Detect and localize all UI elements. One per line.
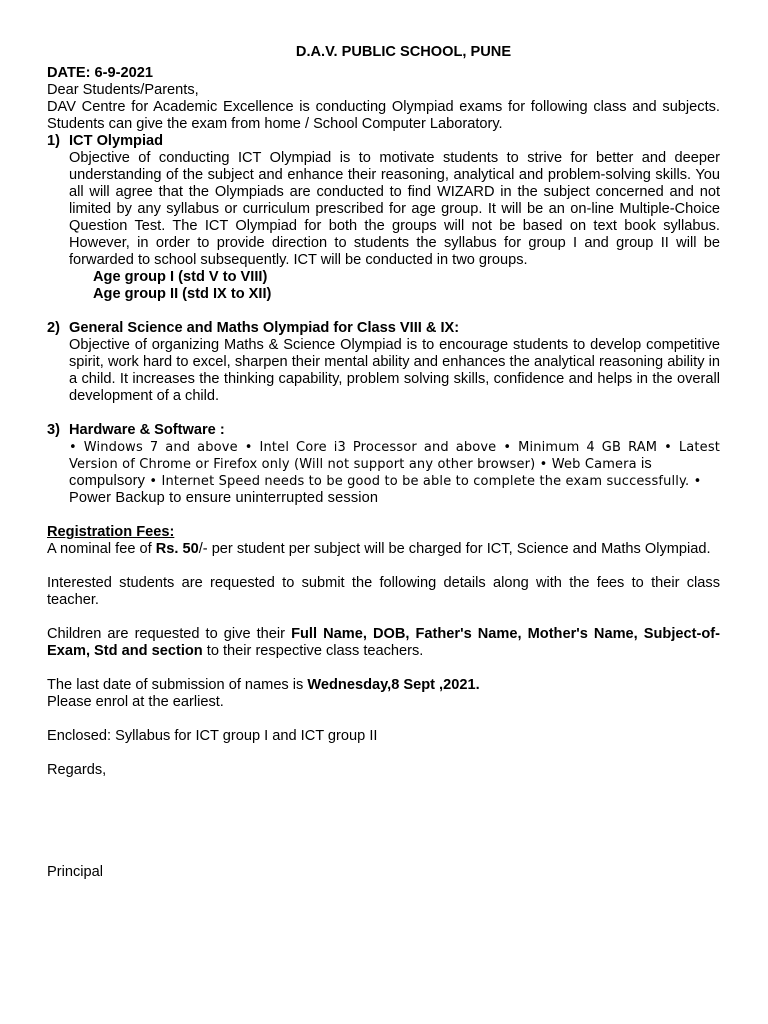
fee-text-post: /- per student per subject will be charged for ICT, Science and Maths Olympiad.: [198, 541, 711, 557]
section-1-body: Objective of conducting ICT Olympiad is to motivate students to strive for better and deeper understanding of the subject and enhance their reasoning, analytical and problem-solving skills. You all will agree that the Olympiads are conducted to find WIZARD in the subject concerned and not limited by any syllabus or curriculum prescribed for age group. It will be an on-line Multiple-Choice Question Test. The ICT Olympiad for both the groups will not be based on text book syllabus. However, in order to provide direction to students the syllabus for group I and group II will be forwarded to school subsequently. ICT will be conducted in two groups.: [69, 150, 720, 268]
letter-date: DATE: 6-9-2021: [47, 65, 153, 81]
requirements-list-a: • Windows 7 and above • Intel Core i3 Processor and above • Minimum 4 GB RAM • Latest Version of Chrome or Firefox only (Will not support any other browser) • Web Camera: [69, 440, 720, 472]
section-2-heading: [47, 320, 720, 337]
requirements-list-b: • Internet Speed needs to be good to be able to complete the exam successfully. •: [145, 474, 702, 489]
signature: Principal: [47, 864, 103, 880]
requirements-list-c: Power Backup to ensure uninterrupted session: [69, 490, 379, 506]
details-fields: Full Name, DOB, Father's Name, Mother's Name, Subject-of-Exam, Std and section: [47, 626, 720, 659]
enrol-note: Please enrol at the earliest.: [47, 694, 224, 710]
section-title: General Science and Maths Olympiad for Class VIII & IX:: [69, 320, 460, 336]
section-number: 2): [47, 320, 60, 336]
deadline-text: The last date of submission of names is: [47, 677, 308, 693]
registration-fee: [47, 541, 720, 558]
enclosed-note: Enclosed: Syllabus for ICT group I and ICT group II: [47, 728, 378, 744]
registration-heading: Registration Fees:: [47, 524, 175, 540]
requirements-compulsory: compulsory: [69, 473, 146, 489]
section-title: Hardware & Software :: [69, 422, 225, 438]
section-1-heading: [47, 133, 720, 150]
details-text-pre: Children are requested to give their: [47, 626, 292, 642]
age-group-2: Age group II (std IX to XII): [93, 286, 272, 302]
age-group-1: Age group I (std V to VIII): [93, 269, 268, 285]
closing: Regards,: [47, 762, 107, 778]
details-request: [47, 626, 720, 660]
salutation: Dear Students/Parents,: [47, 82, 199, 98]
details-text-post: to their respective class teachers.: [202, 643, 424, 659]
fee-amount: Rs. 50: [155, 541, 199, 557]
submit-note: Interested students are requested to submit the following details along with the fees to their class teacher.: [47, 575, 720, 608]
section-number: 1): [47, 133, 60, 149]
deadline: [47, 677, 720, 694]
intro-paragraph: DAV Centre for Academic Excellence is conducting Olympiad exams for following class and subjects. Students can give the exam from home / School Computer Laboratory.: [47, 99, 720, 132]
section-3-body: [47, 439, 720, 507]
section-number: 3): [47, 422, 60, 438]
section-title: ICT Olympiad: [69, 133, 164, 149]
fee-text-pre: A nominal fee of: [47, 541, 156, 557]
section-3-heading: [47, 422, 720, 439]
section-2-body: Objective of organizing Maths & Science Olympiad is to encourage students to develop competitive spirit, work hard to excel, sharpen their mental ability and enhances the analytical reasoning ability in a child. It increases the thinking capability, problem solving skills, confidence and helps in the overall development of a child.: [69, 337, 720, 404]
deadline-date: Wednesday,8 Sept ,2021.: [307, 677, 480, 693]
school-title: D.A.V. PUBLIC SCHOOL, PUNE: [295, 44, 512, 60]
requirements-is: is: [636, 456, 652, 472]
